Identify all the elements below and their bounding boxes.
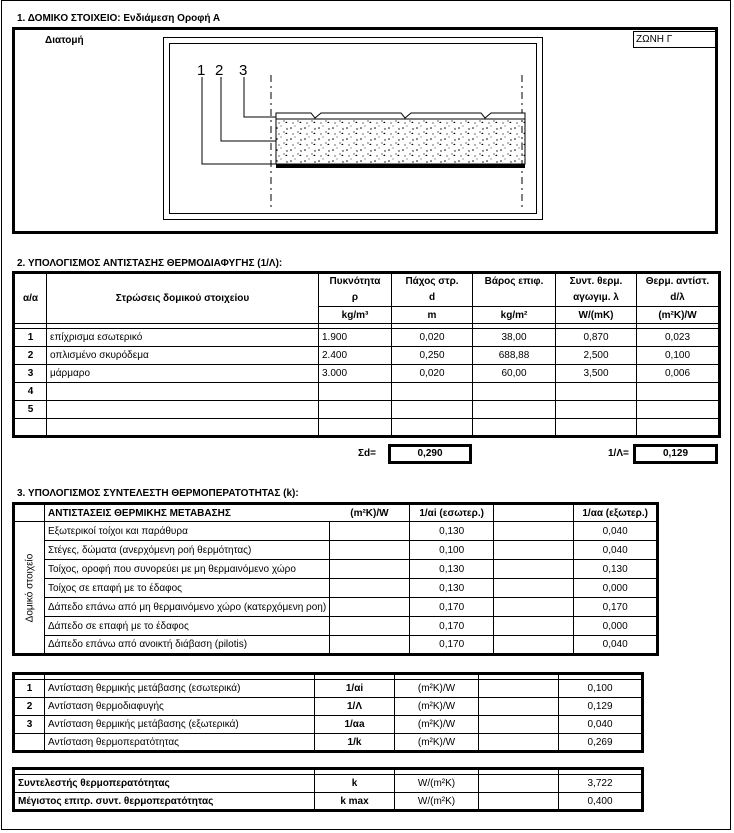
- final-table: [12, 767, 644, 812]
- inner-resistance: 0,170: [410, 598, 494, 617]
- col-header-conductivity: Συντ. θερμ.: [556, 273, 637, 290]
- element-name[interactable]: Δάπεδο σε επαφή με το έδαφος: [45, 617, 330, 636]
- layer-name[interactable]: [47, 383, 319, 401]
- element-name: Εξωτερικοί τοίχοι και παράθυρα: [45, 522, 330, 541]
- transfer-resistances-table: [12, 502, 659, 656]
- col-header-weight-symbol: [473, 290, 556, 307]
- col-unit-density: kg/m³: [319, 307, 392, 324]
- inner-resistance: 0,100: [410, 541, 494, 560]
- summary-unit: (m²K)/W: [395, 680, 479, 698]
- table-row: [14, 347, 720, 365]
- outer-resistance: 0,040: [574, 636, 658, 655]
- inner-resistance: 0,130: [410, 522, 494, 541]
- summary-symbol: 1/αi: [315, 680, 395, 698]
- inner-resistance: 0,170: [410, 636, 494, 655]
- table-row: [14, 716, 643, 734]
- final-unit: W/(m²K): [395, 775, 479, 793]
- summary-unit: (m²K)/W: [395, 716, 479, 734]
- row-number: 1: [14, 329, 47, 347]
- thickness-cell[interactable]: 0,020: [392, 329, 473, 347]
- zone-field[interactable]: ΖΩΝΗ Γ: [633, 31, 717, 48]
- col-unit-resistance: (m²K)/W: [637, 307, 720, 324]
- header-outer: 1/αα (εξωτερ.): [574, 504, 658, 522]
- layer-name[interactable]: οπλισμένο σκυρόδεμα: [47, 347, 319, 365]
- final-value: 3,722: [559, 775, 643, 793]
- table-row: [14, 401, 720, 419]
- density-cell[interactable]: [319, 401, 392, 419]
- layer-name[interactable]: επίχρισμα εσωτερικό: [47, 329, 319, 347]
- summary-value: 0,100: [559, 680, 643, 698]
- table-row: [14, 680, 643, 698]
- weight-cell: 60,00: [473, 365, 556, 383]
- table-row: [14, 793, 643, 811]
- thickness-cell[interactable]: [392, 383, 473, 401]
- header-resistances: ΑΝΤΙΣΤΑΣΕΙΣ ΘΕΡΜΙΚΗΣ ΜΕΤΑΒΑΣΗΣ: [45, 504, 330, 522]
- col-header-conductivity-symbol: αγωγιμ. λ: [556, 290, 637, 307]
- inner-resistance: 0,170: [410, 617, 494, 636]
- summary-value: 0,269: [559, 734, 643, 752]
- floor-cross-section-drawing: [163, 37, 543, 220]
- table-row: [14, 775, 643, 793]
- row-number: 2: [14, 347, 47, 365]
- header-inner: 1/αi (εσωτερ.): [410, 504, 494, 522]
- col-header-weight: Βάρος επιφ.: [473, 273, 556, 290]
- layer-number-2: 2: [215, 62, 224, 79]
- col-unit-thickness: m: [392, 307, 473, 324]
- conductivity-cell[interactable]: [556, 383, 637, 401]
- col-header-density: Πυκνότητα: [319, 273, 392, 290]
- density-cell[interactable]: [319, 383, 392, 401]
- row-number: 2: [14, 698, 45, 716]
- resistance-cell: [637, 401, 720, 419]
- col-header-aa: α/α: [14, 273, 47, 324]
- table-row: [14, 617, 658, 636]
- row-number: 4: [14, 383, 47, 401]
- summary-unit: (m²K)/W: [395, 698, 479, 716]
- summary-symbol: 1/αa: [315, 716, 395, 734]
- element-name[interactable]: Στέγες, δώματα (ανερχόμενη ροή θερμότητας): [45, 541, 330, 560]
- thickness-cell[interactable]: [392, 401, 473, 419]
- outer-resistance: 0,000: [574, 579, 658, 598]
- resistance-cell: 0,100: [637, 347, 720, 365]
- col-header-resistance-symbol: d/λ: [637, 290, 720, 307]
- resistance-cell: 0,023: [637, 329, 720, 347]
- cross-section-label: Διατομή: [45, 35, 84, 46]
- summary-symbol: 1/k: [315, 734, 395, 752]
- summary-name: Αντίσταση θερμοπερατότητας: [45, 734, 315, 752]
- row-number: 5: [14, 401, 47, 419]
- element-name[interactable]: Τοίχος σε επαφή με το έδαφος: [45, 579, 330, 598]
- thickness-cell[interactable]: 0,250: [392, 347, 473, 365]
- final-value: 0,400: [559, 793, 643, 811]
- table-row: [14, 636, 658, 655]
- outer-resistance: 0,040: [574, 522, 658, 541]
- summary-value: 0,040: [559, 716, 643, 734]
- inner-resistance: 0,130: [410, 579, 494, 598]
- table-row: [14, 698, 643, 716]
- density-cell[interactable]: 2.400: [319, 347, 392, 365]
- layer-name[interactable]: μάρμαρο: [47, 365, 319, 383]
- concrete-layer: [276, 119, 525, 164]
- layers-table: [12, 271, 721, 438]
- col-header-thickness: Πάχος στρ.: [392, 273, 473, 290]
- side-label-cell: [14, 522, 45, 655]
- element-name[interactable]: Δάπεδο επάνω από μη θερμαινόμενο χώρο (κατερχόμενη ροη): [45, 598, 330, 617]
- weight-cell: [473, 383, 556, 401]
- final-symbol: k max: [315, 793, 395, 811]
- plaster-layer: [276, 164, 525, 168]
- col-header-layers: Στρώσεις δομικού στοιχείου: [47, 273, 319, 324]
- leader-line-2: [221, 77, 276, 141]
- col-unit-weight: kg/m²: [473, 307, 556, 324]
- table-row: [14, 579, 658, 598]
- density-cell[interactable]: 1.900: [319, 329, 392, 347]
- outer-resistance: 0,130: [574, 560, 658, 579]
- conductivity-cell[interactable]: 0,870: [556, 329, 637, 347]
- summary-name: Αντίσταση θερμικής μετάβασης (εσωτερικά): [45, 680, 315, 698]
- element-name[interactable]: Τοίχος, οροφή που συνορεύει με μη θερμαινόμενο χώρο: [45, 560, 330, 579]
- outer-resistance: 0,170: [574, 598, 658, 617]
- element-name[interactable]: Δάπεδο επάνω από ανοικτή διάβαση (pilotis): [45, 636, 330, 655]
- side-label: Δομικό στοιχείο: [24, 553, 35, 622]
- row-number: 3: [14, 365, 47, 383]
- conductivity-cell[interactable]: [556, 401, 637, 419]
- conductivity-cell[interactable]: 3,500: [556, 365, 637, 383]
- summary-name: Αντίσταση θερμοδιαφυγής: [45, 698, 315, 716]
- conductivity-cell[interactable]: 2,500: [556, 347, 637, 365]
- summary-value: 0,129: [559, 698, 643, 716]
- col-unit-conductivity: W/(mK): [556, 307, 637, 324]
- weight-cell: 38,00: [473, 329, 556, 347]
- final-unit: W/(m²K): [395, 793, 479, 811]
- inverse-lambda-label: 1/Λ=: [608, 448, 629, 459]
- col-header-thickness-symbol: d: [392, 290, 473, 307]
- sum-d-label: Σd=: [358, 448, 376, 459]
- inverse-lambda-value: 0,129: [633, 444, 718, 464]
- table-row: [14, 560, 658, 579]
- final-name: Μέγιστος επιτρ. συντ. θερμοπερατότητας: [14, 793, 315, 811]
- row-number: 3: [14, 716, 45, 734]
- final-name: Συντελεστής θερμοπερατότητας: [14, 775, 315, 793]
- layer-number-3: 3: [239, 62, 248, 79]
- layer-number-1: 1: [197, 62, 206, 79]
- resistance-cell: 0,006: [637, 365, 720, 383]
- thickness-cell[interactable]: 0,020: [392, 365, 473, 383]
- header-unit: (m²K)/W: [330, 504, 410, 522]
- outer-resistance: 0,000: [574, 617, 658, 636]
- table-row: [14, 598, 658, 617]
- final-symbol: k: [315, 775, 395, 793]
- table-row: [14, 383, 720, 401]
- table-row: [14, 734, 643, 752]
- leader-line-1: [202, 77, 276, 164]
- weight-cell: 688,88: [473, 347, 556, 365]
- table-row: [14, 541, 658, 560]
- marble-layer: [276, 113, 525, 119]
- summary-name: Αντίσταση θερμικής μετάβασης (εξωτερικά): [45, 716, 315, 734]
- section2-title: 2. ΥΠΟΛΟΓΙΣΜΟΣ ΑΝΤΙΣΤΑΣΗΣ ΘΕΡΜΟΔΙΑΦΥΓΗΣ (1/Λ):: [17, 258, 283, 269]
- row-number: 1: [14, 680, 45, 698]
- sum-d-value: 0,290: [388, 444, 472, 464]
- table-row: [14, 522, 658, 541]
- density-cell[interactable]: 3.000: [319, 365, 392, 383]
- layer-name[interactable]: [47, 401, 319, 419]
- resistance-cell: [637, 383, 720, 401]
- weight-cell: [473, 401, 556, 419]
- summary-table: [12, 672, 644, 753]
- inner-resistance: 0,130: [410, 560, 494, 579]
- section3-title: 3. ΥΠΟΛΟΓΙΣΜΟΣ ΣΥΝΤΕΛΕΣΤΗ ΘΕΡΜΟΠΕΡΑΤΟΤΗΤΑΣ (k):: [17, 488, 299, 499]
- table-row: [14, 329, 720, 347]
- section1-title: 1. ΔΟΜΙΚΟ ΣΤΟΙΧΕΙΟ: Ενδιάμεση Οροφή Α: [17, 13, 221, 24]
- summary-symbol: 1/Λ: [315, 698, 395, 716]
- summary-unit: (m²K)/W: [395, 734, 479, 752]
- col-header-density-symbol: ρ: [319, 290, 392, 307]
- col-header-resistance: Θερμ. αντίστ.: [637, 273, 720, 290]
- outer-resistance: 0,040: [574, 541, 658, 560]
- table-row: [14, 365, 720, 383]
